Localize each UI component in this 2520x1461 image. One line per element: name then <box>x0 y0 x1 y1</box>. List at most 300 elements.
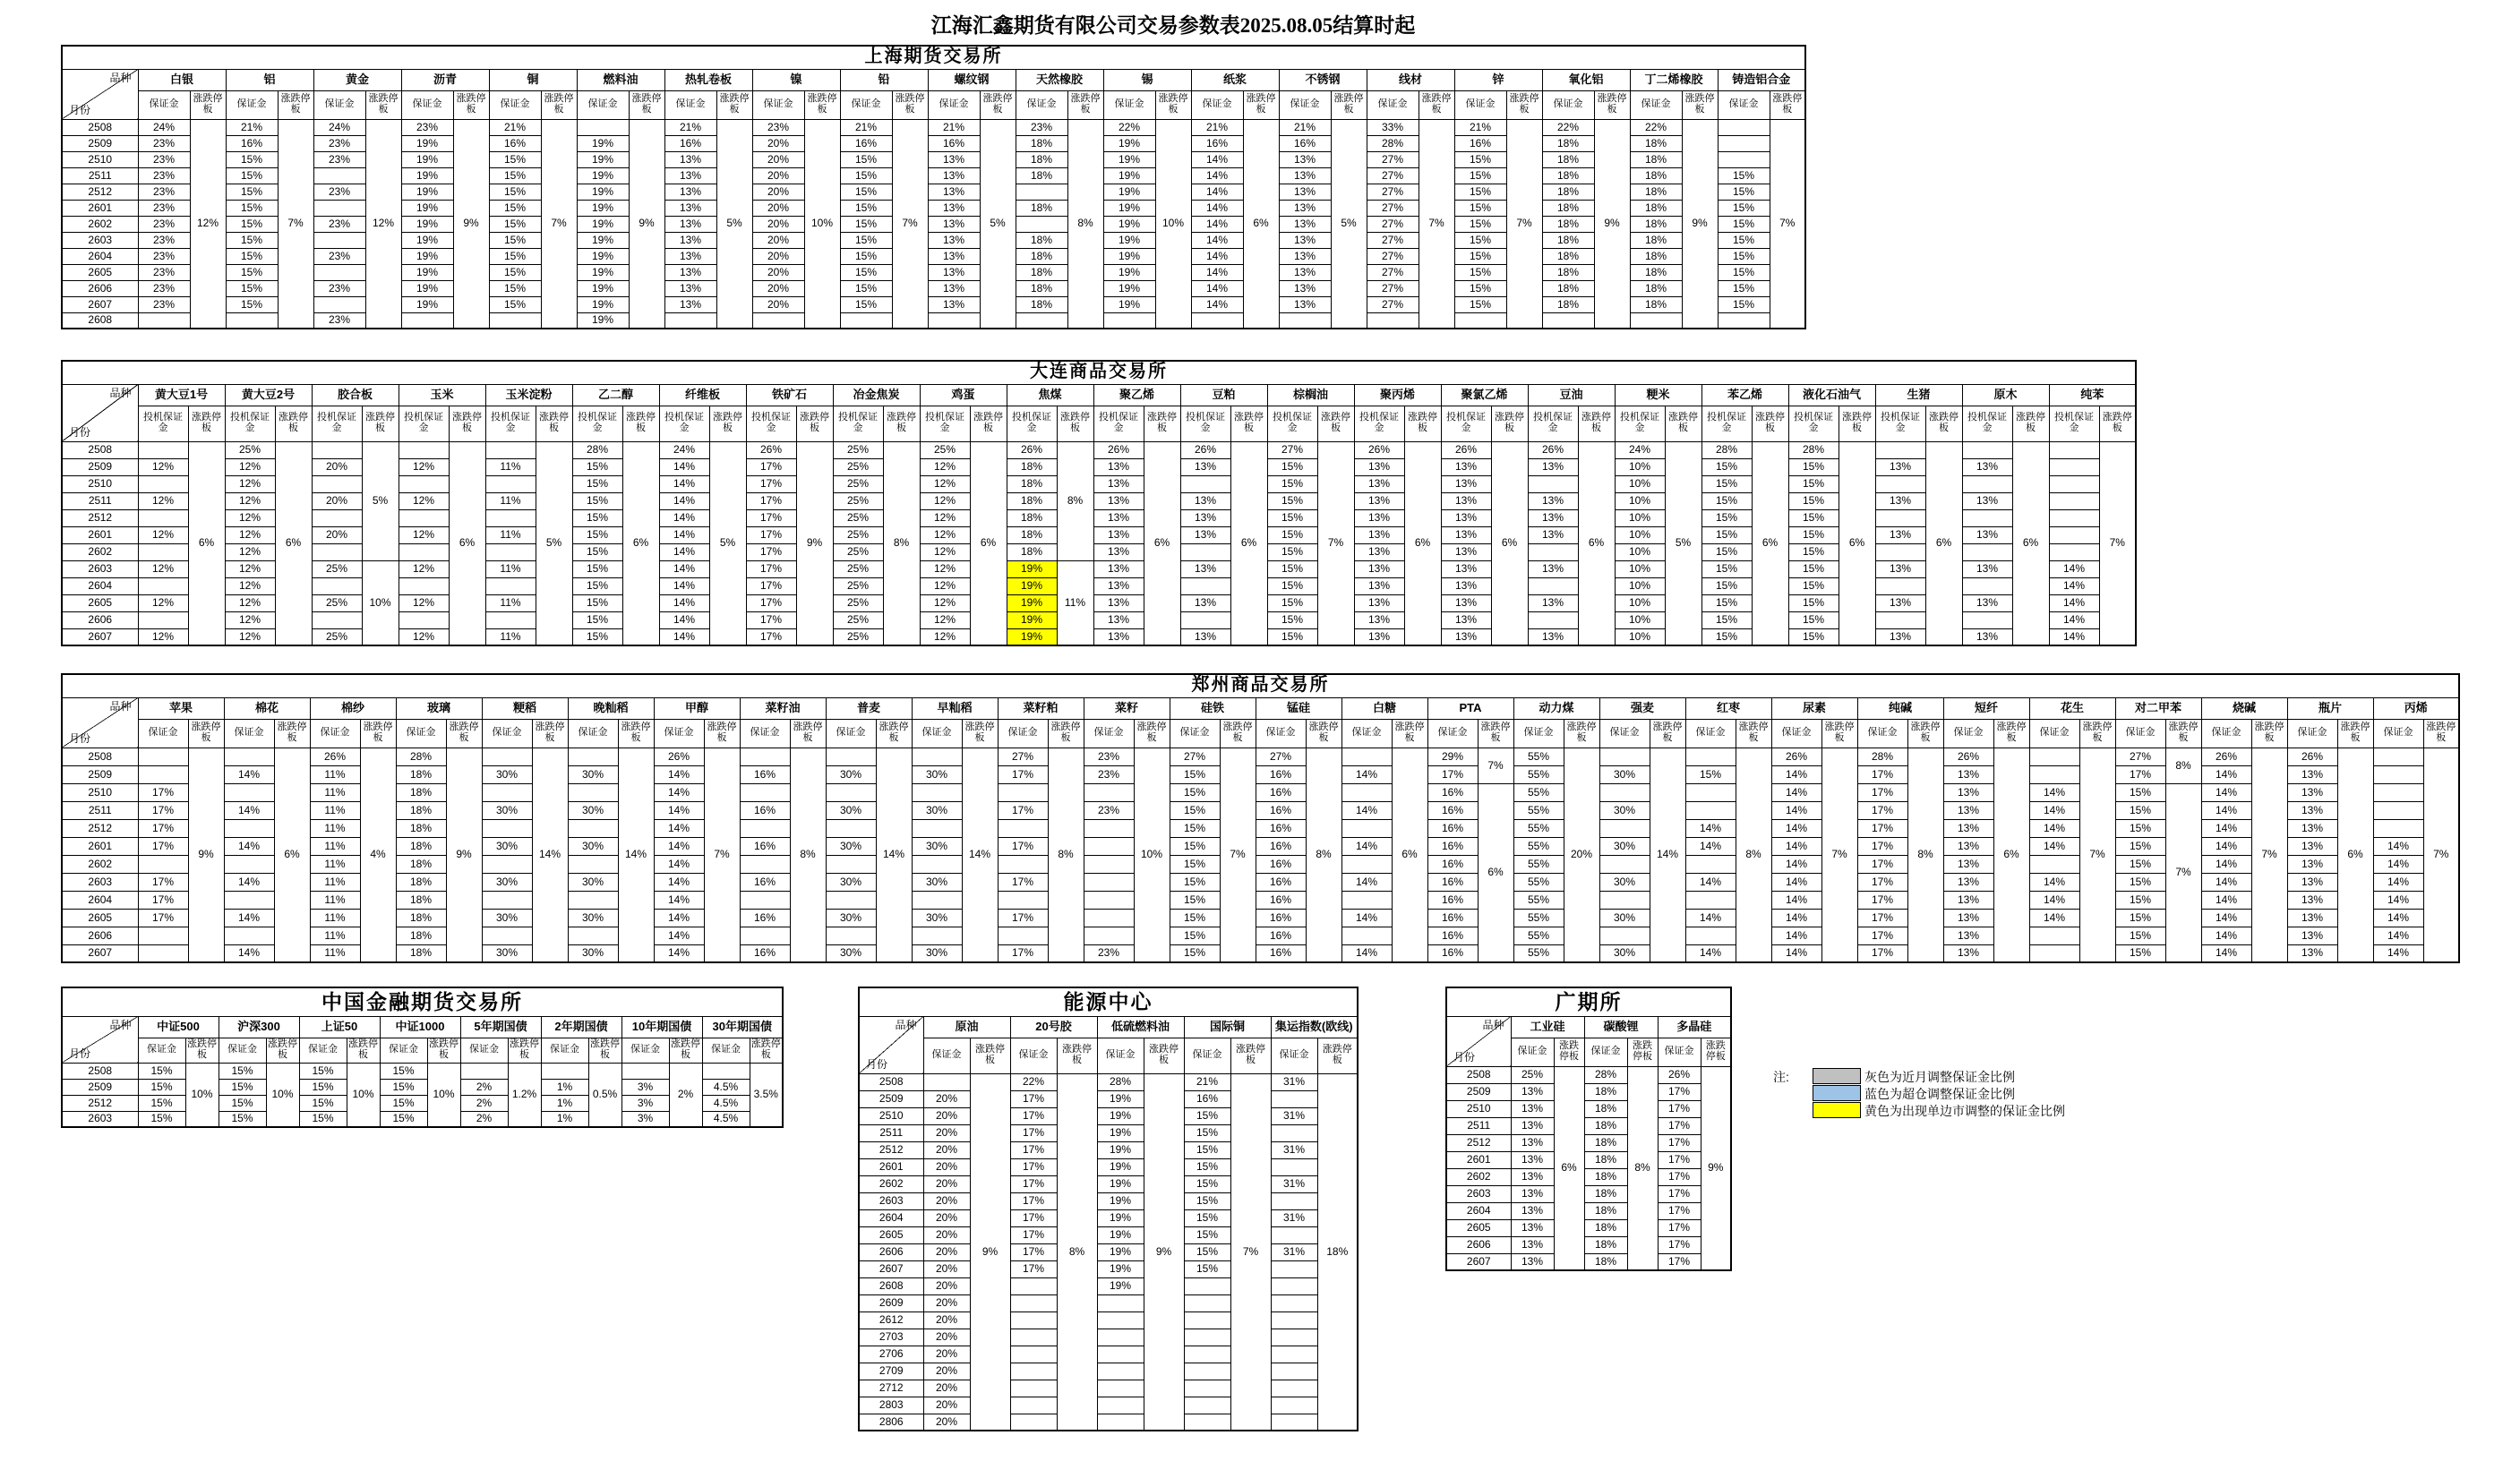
margin-cell <box>1271 1397 1317 1414</box>
margin-cell <box>1010 1294 1057 1311</box>
limit-cell: 4% <box>360 748 396 962</box>
margin-cell: 30% <box>826 765 876 783</box>
shfe-table-container <box>61 45 1806 329</box>
margin-cell: 1% <box>541 1079 588 1095</box>
margin-cell <box>912 748 962 765</box>
margin-cell: 14% <box>654 873 704 891</box>
margin-cell: 23% <box>313 248 365 264</box>
limit-cell: 6% <box>1478 783 1513 962</box>
margin-cell <box>740 783 790 801</box>
month-cell: 2612 <box>859 1311 923 1329</box>
margin-cell: 15% <box>489 200 541 216</box>
margin-cell: 20% <box>752 232 804 248</box>
margin-cell: 31% <box>1271 1209 1317 1226</box>
limit-label: 涨跌停板 <box>876 719 912 748</box>
month-cell: 2607 <box>62 628 138 645</box>
margin-cell: 15% <box>219 1063 266 1079</box>
margin-cell: 11% <box>485 594 536 611</box>
margin-cell: 15% <box>299 1079 347 1095</box>
margin-cell: 20% <box>923 1346 970 1363</box>
limit-label: 涨跌停板 <box>629 90 664 119</box>
margin-cell: 13% <box>1279 184 1331 200</box>
ine-table-container <box>858 987 1359 1431</box>
limit-cell: 7% <box>2165 783 2201 962</box>
limit-cell: 14% <box>618 748 654 962</box>
margin-cell: 16% <box>1191 135 1243 151</box>
margin-cell: 25% <box>833 611 883 628</box>
margin-cell: 21% <box>1184 1073 1230 1090</box>
month-cell: 2604 <box>62 248 138 264</box>
commodity-header: 粳稻 <box>482 697 568 719</box>
commodity-header: 国际铜 <box>1184 1016 1271 1038</box>
commodity-header: 烧碱 <box>2201 697 2287 719</box>
margin-cell <box>1180 611 1230 628</box>
margin-cell: 14% <box>224 765 274 783</box>
margin-cell: 15% <box>226 200 278 216</box>
margin-cell <box>138 765 188 783</box>
margin-cell: 23% <box>1084 748 1134 765</box>
margin-cell: 27% <box>1367 280 1419 296</box>
margin-cell: 14% <box>659 509 709 526</box>
margin-cell: 15% <box>572 526 622 543</box>
margin-cell: 15% <box>840 216 892 232</box>
limit-label: 涨跌停板 <box>1220 719 1256 748</box>
margin-cell <box>1184 1311 1230 1329</box>
margin-cell: 15% <box>2115 891 2165 909</box>
margin-cell: 23% <box>1084 801 1134 819</box>
limit-cell: 18% <box>1317 1073 1358 1431</box>
margin-cell: 31% <box>1271 1073 1317 1090</box>
limit-cell: 10% <box>427 1063 460 1127</box>
margin-cell: 20% <box>752 280 804 296</box>
margin-cell <box>1184 1277 1230 1294</box>
margin-cell: 17% <box>2115 765 2165 783</box>
margin-cell: 16% <box>740 944 790 962</box>
limit-label: 涨跌停板 <box>1230 406 1267 441</box>
margin-cell: 18% <box>396 783 446 801</box>
margin-cell <box>1685 927 1736 944</box>
margin-cell: 23% <box>138 184 190 200</box>
commodity-header: 铜 <box>489 69 577 90</box>
limit-cell: 6% <box>622 441 659 645</box>
month-cell: 2602 <box>1446 1168 1511 1185</box>
margin-cell: 11% <box>310 927 360 944</box>
margin-cell <box>1599 891 1650 909</box>
margin-cell: 14% <box>1341 873 1392 891</box>
margin-cell: 55% <box>1513 855 1564 873</box>
margin-cell <box>2029 944 2079 962</box>
legend-swatch-yellow <box>1813 1102 1861 1118</box>
margin-cell: 17% <box>998 909 1048 927</box>
month-cell: 2601 <box>1446 1151 1511 1168</box>
margin-cell <box>1271 1124 1317 1141</box>
margin-cell: 23% <box>752 119 804 135</box>
margin-cell <box>1875 441 1925 458</box>
limit-label: 涨跌停板 <box>2079 719 2115 748</box>
limit-label: 涨跌停板 <box>622 406 659 441</box>
margin-cell: 12% <box>225 611 275 628</box>
margin-cell: 18% <box>1016 135 1067 151</box>
margin-label: 保证金 <box>568 719 618 748</box>
margin-cell: 18% <box>1016 200 1067 216</box>
margin-label: 保证金 <box>1599 719 1650 748</box>
margin-cell: 10% <box>1615 492 1665 509</box>
margin-cell <box>2029 927 2079 944</box>
margin-cell: 15% <box>1267 492 1317 509</box>
margin-cell: 13% <box>928 232 980 248</box>
margin-cell <box>1875 509 1925 526</box>
margin-cell: 15% <box>1267 594 1317 611</box>
margin-cell <box>1097 1294 1144 1311</box>
limit-cell: 6% <box>1230 441 1267 645</box>
margin-cell: 17% <box>1857 873 1907 891</box>
margin-cell: 55% <box>1513 765 1564 783</box>
margin-cell: 13% <box>1180 526 1230 543</box>
margin-cell <box>1184 1363 1230 1380</box>
margin-cell <box>826 819 876 837</box>
margin-cell: 13% <box>1511 1253 1554 1270</box>
limit-label: 涨跌停板 <box>980 90 1016 119</box>
margin-cell: 25% <box>833 475 883 492</box>
limit-label: 涨跌停板 <box>347 1038 380 1063</box>
margin-cell: 14% <box>2049 560 2099 577</box>
commodity-header: 短纤 <box>1943 697 2029 719</box>
margin-cell: 19% <box>1007 594 1057 611</box>
margin-cell: 13% <box>1093 526 1144 543</box>
margin-cell: 14% <box>2029 837 2079 855</box>
margin-cell: 15% <box>1170 855 1220 873</box>
margin-cell: 20% <box>923 1294 970 1311</box>
commodity-header: 原木 <box>1962 384 2049 406</box>
margin-cell: 30% <box>482 873 532 891</box>
commodity-header: PTA <box>1427 697 1513 719</box>
margin-cell <box>1271 1363 1317 1380</box>
margin-cell: 23% <box>138 296 190 312</box>
margin-cell: 30% <box>826 801 876 819</box>
margin-cell: 15% <box>1267 560 1317 577</box>
limit-cell: 9% <box>1682 119 1718 329</box>
margin-cell <box>1271 1260 1317 1277</box>
margin-cell: 16% <box>1427 944 1478 962</box>
margin-cell <box>138 944 188 962</box>
margin-cell: 20% <box>923 1363 970 1380</box>
margin-cell: 15% <box>2115 819 2165 837</box>
margin-label: 投机保证金 <box>399 406 449 441</box>
limit-label: 涨跌停板 <box>716 90 752 119</box>
margin-cell: 19% <box>1097 1158 1144 1175</box>
margin-cell: 26% <box>1658 1066 1701 1083</box>
margin-cell: 27% <box>1367 167 1419 184</box>
margin-cell: 15% <box>489 167 541 184</box>
margin-cell: 20% <box>923 1380 970 1397</box>
margin-cell: 15% <box>1184 1175 1230 1192</box>
limit-cell: 0.5% <box>588 1063 621 1127</box>
margin-cell: 15% <box>1184 1209 1230 1226</box>
margin-cell: 13% <box>1511 1151 1554 1168</box>
margin-cell: 15% <box>1170 944 1220 962</box>
limit-cell: 7% <box>704 748 740 962</box>
margin-cell: 14% <box>2201 819 2251 837</box>
margin-cell <box>312 611 362 628</box>
limit-label: 涨跌停板 <box>278 90 313 119</box>
limit-cell: 10% <box>804 119 840 329</box>
margin-cell: 19% <box>1103 184 1155 200</box>
commodity-header: 红枣 <box>1685 697 1771 719</box>
month-cell: 2603 <box>62 560 138 577</box>
margin-cell <box>923 1073 970 1090</box>
margin-cell <box>313 264 365 280</box>
corner-month-label: 月份 <box>866 1057 888 1071</box>
margin-cell <box>1341 855 1392 873</box>
margin-cell: 15% <box>380 1095 427 1111</box>
margin-cell: 13% <box>928 280 980 296</box>
margin-cell: 15% <box>1454 296 1506 312</box>
margin-cell: 14% <box>1685 873 1736 891</box>
margin-cell: 17% <box>138 837 188 855</box>
margin-label: 投机保证金 <box>1007 406 1057 441</box>
margin-cell: 14% <box>654 819 704 837</box>
margin-cell: 11% <box>310 801 360 819</box>
margin-cell: 13% <box>2287 927 2337 944</box>
margin-cell: 18% <box>1630 184 1682 200</box>
margin-cell: 12% <box>920 560 970 577</box>
margin-cell: 13% <box>1354 526 1404 543</box>
margin-cell: 18% <box>396 909 446 927</box>
limit-label: 涨跌停板 <box>1578 406 1615 441</box>
margin-cell: 20% <box>752 248 804 264</box>
margin-cell: 12% <box>920 475 970 492</box>
margin-cell <box>138 312 190 329</box>
margin-cell: 16% <box>740 765 790 783</box>
margin-cell: 17% <box>138 873 188 891</box>
margin-cell: 11% <box>485 492 536 509</box>
month-cell: 2606 <box>1446 1236 1511 1253</box>
margin-cell: 18% <box>1007 526 1057 543</box>
margin-cell: 16% <box>1256 944 1306 962</box>
commodity-header: 白糖 <box>1341 697 1427 719</box>
month-cell: 2509 <box>62 135 138 151</box>
margin-cell: 13% <box>1354 543 1404 560</box>
margin-cell: 12% <box>138 526 188 543</box>
margin-cell: 19% <box>1097 1260 1144 1277</box>
margin-cell: 17% <box>1658 1151 1701 1168</box>
margin-cell: 13% <box>1875 458 1925 475</box>
margin-cell: 13% <box>928 167 980 184</box>
limit-label: 涨跌停板 <box>1057 1038 1097 1073</box>
margin-cell: 26% <box>1528 441 1578 458</box>
margin-cell <box>568 783 618 801</box>
margin-cell: 13% <box>1441 458 1491 475</box>
commodity-header: 10年期国债 <box>621 1016 702 1038</box>
margin-cell: 19% <box>1007 560 1057 577</box>
margin-cell: 13% <box>1528 628 1578 645</box>
margin-label: 保证金 <box>396 719 446 748</box>
limit-cell: 7% <box>278 119 313 329</box>
margin-cell <box>1097 1363 1144 1380</box>
margin-cell: 11% <box>310 873 360 891</box>
margin-label: 保证金 <box>1630 90 1682 119</box>
margin-cell: 17% <box>138 801 188 819</box>
margin-cell: 20% <box>923 1243 970 1260</box>
margin-cell: 15% <box>226 216 278 232</box>
margin-cell: 15% <box>1267 543 1317 560</box>
margin-cell: 13% <box>664 200 716 216</box>
margin-cell: 11% <box>310 783 360 801</box>
margin-cell: 23% <box>313 135 365 151</box>
margin-cell: 13% <box>1943 765 1993 783</box>
margin-cell: 19% <box>401 232 453 248</box>
margin-cell <box>489 312 541 329</box>
margin-label: 投机保证金 <box>312 406 362 441</box>
margin-cell: 14% <box>659 577 709 594</box>
commodity-header: 早籼稻 <box>912 697 998 719</box>
limit-label: 涨跌停板 <box>796 406 833 441</box>
limit-label: 涨跌停板 <box>1665 406 1701 441</box>
margin-cell: 13% <box>928 184 980 200</box>
czce-table-container <box>61 673 2460 963</box>
month-cell: 2512 <box>1446 1134 1511 1151</box>
margin-cell: 13% <box>1511 1236 1554 1253</box>
margin-cell: 15% <box>1718 296 1770 312</box>
margin-cell <box>138 855 188 873</box>
commodity-header: 菜籽油 <box>740 697 826 719</box>
margin-cell: 18% <box>1584 1151 1627 1168</box>
margin-cell: 19% <box>1103 264 1155 280</box>
limit-label: 涨跌停板 <box>446 719 482 748</box>
margin-cell: 18% <box>1016 280 1067 296</box>
margin-cell: 18% <box>1542 184 1594 200</box>
margin-cell: 12% <box>225 458 275 475</box>
margin-cell: 21% <box>928 119 980 135</box>
margin-cell: 13% <box>1180 492 1230 509</box>
margin-cell <box>312 441 362 458</box>
commodity-header: 集运指数(欧线) <box>1271 1016 1358 1038</box>
margin-cell: 19% <box>1103 232 1155 248</box>
margin-cell: 15% <box>1454 184 1506 200</box>
margin-cell: 55% <box>1513 909 1564 927</box>
limit-cell: 6% <box>1578 441 1615 645</box>
commodity-header: 沥青 <box>401 69 489 90</box>
month-cell: 2601 <box>62 526 138 543</box>
margin-cell: 16% <box>740 909 790 927</box>
margin-cell: 14% <box>2373 891 2423 909</box>
month-cell: 2603 <box>62 873 138 891</box>
month-cell: 2609 <box>859 1294 923 1311</box>
margin-cell <box>740 927 790 944</box>
margin-cell <box>912 819 962 837</box>
margin-cell: 14% <box>659 560 709 577</box>
corner-cell <box>62 1016 138 1063</box>
limit-label: 涨跌停板 <box>2251 719 2287 748</box>
limit-label: 涨跌停板 <box>1144 1038 1184 1073</box>
margin-cell: 15% <box>1718 248 1770 264</box>
limit-label: 涨跌停板 <box>1057 406 1093 441</box>
margin-cell: 20% <box>923 1260 970 1277</box>
limit-label: 涨跌停板 <box>1907 719 1943 748</box>
margin-cell: 11% <box>485 458 536 475</box>
month-cell: 2602 <box>62 855 138 873</box>
month-cell: 2510 <box>859 1107 923 1124</box>
margin-cell: 19% <box>577 296 629 312</box>
month-cell: 2606 <box>859 1243 923 1260</box>
margin-cell: 13% <box>1354 594 1404 611</box>
limit-cell: 6% <box>274 748 310 962</box>
margin-cell: 13% <box>1093 509 1144 526</box>
margin-cell: 13% <box>1279 232 1331 248</box>
commodity-header: 白银 <box>138 69 226 90</box>
margin-cell: 19% <box>1007 611 1057 628</box>
margin-cell: 17% <box>746 594 796 611</box>
margin-cell: 11% <box>485 628 536 645</box>
margin-cell <box>1341 891 1392 909</box>
month-cell: 2604 <box>62 891 138 909</box>
margin-cell: 18% <box>1542 280 1594 296</box>
margin-cell: 12% <box>920 594 970 611</box>
margin-cell: 14% <box>1191 167 1243 184</box>
margin-cell <box>2373 783 2423 801</box>
limit-cell: 9% <box>629 119 664 329</box>
margin-cell: 21% <box>489 119 541 135</box>
margin-cell: 25% <box>833 577 883 594</box>
margin-cell: 12% <box>920 526 970 543</box>
margin-cell: 16% <box>1256 783 1306 801</box>
margin-label: 保证金 <box>577 90 629 119</box>
margin-label: 保证金 <box>2287 719 2337 748</box>
limit-label: 涨跌停板 <box>1317 1038 1358 1073</box>
month-cell: 2511 <box>62 492 138 509</box>
margin-cell: 12% <box>920 628 970 645</box>
margin-cell: 15% <box>572 509 622 526</box>
commodity-header: 菜籽粕 <box>998 697 1084 719</box>
margin-cell: 28% <box>1097 1073 1144 1090</box>
margin-cell: 12% <box>399 458 449 475</box>
margin-cell: 20% <box>923 1329 970 1346</box>
margin-cell: 15% <box>1454 216 1506 232</box>
margin-label: 保证金 <box>1454 90 1506 119</box>
margin-cell: 4.5% <box>702 1095 750 1111</box>
margin-cell: 26% <box>1093 441 1144 458</box>
margin-cell: 20% <box>752 151 804 167</box>
margin-cell: 17% <box>1857 819 1907 837</box>
margin-cell <box>2049 509 2099 526</box>
margin-cell: 15% <box>1701 543 1752 560</box>
margin-cell: 20% <box>923 1158 970 1175</box>
margin-cell: 12% <box>920 611 970 628</box>
legend <box>1773 1068 2065 1119</box>
margin-cell: 13% <box>1354 475 1404 492</box>
margin-cell: 15% <box>489 216 541 232</box>
margin-cell: 30% <box>912 765 962 783</box>
margin-cell: 18% <box>396 819 446 837</box>
margin-cell: 14% <box>654 891 704 909</box>
margin-cell: 55% <box>1513 927 1564 944</box>
margin-cell: 15% <box>2115 783 2165 801</box>
margin-label: 保证金 <box>826 719 876 748</box>
margin-cell <box>482 748 532 765</box>
commodity-header: 聚丙烯 <box>1354 384 1441 406</box>
margin-cell <box>2373 801 2423 819</box>
margin-cell: 14% <box>2201 944 2251 962</box>
commodity-header: 黄大豆2号 <box>225 384 312 406</box>
margin-cell <box>998 927 1048 944</box>
margin-cell: 13% <box>1093 458 1144 475</box>
margin-cell: 30% <box>1599 944 1650 962</box>
month-cell: 2512 <box>62 819 138 837</box>
margin-cell: 13% <box>1528 594 1578 611</box>
margin-cell <box>1097 1380 1144 1397</box>
margin-cell: 11% <box>310 944 360 962</box>
month-cell: 2509 <box>1446 1083 1511 1100</box>
